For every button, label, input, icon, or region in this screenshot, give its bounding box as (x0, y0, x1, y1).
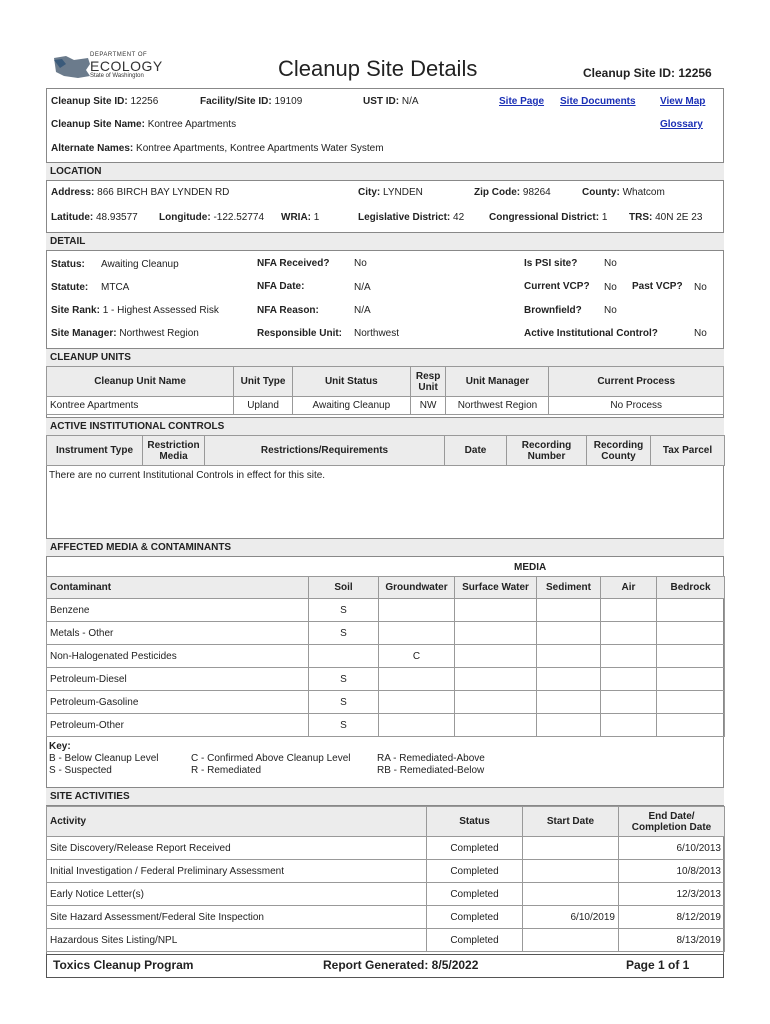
key-title: Key: (49, 741, 71, 752)
activity-cell: Completed (427, 837, 523, 860)
address-value: 866 BIRCH BAY LYNDEN RD (97, 187, 230, 198)
status-value: Awaiting Cleanup (101, 259, 179, 270)
media-cell (455, 599, 537, 622)
key-item: R - Remediated (191, 765, 262, 776)
controls-table (46, 435, 725, 466)
media-cell (537, 622, 601, 645)
city-label: City: (358, 187, 381, 198)
header-site-id: Cleanup Site ID: 12256 (583, 66, 712, 80)
media-cell: S (309, 668, 379, 691)
responsible-unit-label: Responsible Unit: (257, 328, 343, 339)
no-controls-note: There are no current Institutional Controls in effect for this site. (49, 470, 326, 481)
activities-table (46, 806, 725, 952)
table-row (47, 860, 725, 883)
activities-heading: SITE ACTIVITIES (46, 787, 724, 806)
activity-cell: Completed (427, 929, 523, 952)
view-map-link[interactable]: View Map (660, 96, 706, 107)
activity-cell: 8/13/2019 (619, 929, 725, 952)
media-cell (455, 668, 537, 691)
past-vcp-value: No (694, 282, 707, 293)
cu-header: Unit Type (234, 367, 293, 397)
media-cell (537, 645, 601, 668)
agency-line-1: DEPARTMENT OF (90, 52, 148, 58)
media-cell (455, 645, 537, 668)
table-row (47, 691, 725, 714)
activity-cell: 6/10/2019 (523, 906, 619, 929)
media-cell (455, 714, 537, 737)
activity-name: Early Notice Letter(s) (47, 883, 427, 906)
congressional-label: Congressional District: (489, 212, 600, 223)
media-table (46, 576, 725, 737)
alt-names-value: Kontree Apartments, Kontree Apartments Water System (136, 143, 384, 154)
activity-cell: 12/3/2013 (619, 883, 725, 906)
zip-value: 98264 (522, 187, 551, 198)
ust-value: N/A (401, 96, 419, 107)
activity-header: Status (427, 807, 523, 837)
trs-label: TRS: (629, 212, 653, 223)
site-manager-value: Northwest Region (119, 328, 199, 339)
media-header: Groundwater (379, 577, 455, 599)
activity-header: Start Date (523, 807, 619, 837)
activity-name: Site Discovery/Release Report Received (47, 837, 427, 860)
past-vcp-label: Past VCP? (632, 281, 683, 292)
cu-cell: Kontree Apartments (47, 397, 234, 415)
key-item: RA - Remediated-Above (377, 753, 485, 764)
trs-value: 40N 2E 23 (655, 212, 703, 223)
city-value: LYNDEN (383, 187, 423, 198)
key-item: C - Confirmed Above Cleanup Level (191, 753, 351, 764)
statute-label: Statute: (51, 282, 89, 293)
cu-header: Unit Status (292, 367, 410, 397)
brownfield-label: Brownfield? (524, 305, 582, 316)
ic-header: Restriction Media (143, 436, 205, 466)
media-cell (601, 691, 657, 714)
footer-program: Toxics Cleanup Program (53, 958, 194, 972)
activity-cell: 10/8/2013 (619, 860, 725, 883)
media-cell (537, 668, 601, 691)
contaminant-name: Petroleum-Other (47, 714, 309, 737)
footer-generated: Report Generated: 8/5/2022 (323, 958, 479, 972)
facility-value: 19109 (274, 96, 303, 107)
latitude-label: Latitude: (51, 212, 94, 223)
table-row (47, 883, 725, 906)
table-row (47, 622, 725, 645)
activity-name: Hazardous Sites Listing/NPL (47, 929, 427, 952)
cu-header: Resp Unit (410, 367, 446, 397)
media-cell (601, 668, 657, 691)
media-cell (601, 622, 657, 645)
media-cell: S (309, 691, 379, 714)
activity-cell: 6/10/2013 (619, 837, 725, 860)
facility-label: Facility/Site ID: (200, 96, 272, 107)
nfa-received-value: No (354, 258, 367, 269)
key-item: RB - Remediated-Below (377, 765, 485, 776)
table-row (47, 668, 725, 691)
contaminant-name: Petroleum-Diesel (47, 668, 309, 691)
activity-cell: 8/12/2019 (619, 906, 725, 929)
latitude-value: 48.93577 (96, 212, 138, 223)
media-header: Bedrock (657, 577, 725, 599)
media-cell (309, 645, 379, 668)
location-heading: LOCATION (46, 162, 724, 181)
nfa-date-value: N/A (354, 282, 371, 293)
media-cell: S (309, 622, 379, 645)
wria-label: WRIA: (281, 212, 311, 223)
table-row (47, 906, 725, 929)
controls-heading: ACTIVE INSTITUTIONAL CONTROLS (46, 417, 724, 436)
site-id-value: 12256 (130, 96, 159, 107)
media-cell: C (379, 645, 455, 668)
media-cell (657, 599, 725, 622)
address-label: Address: (51, 187, 95, 198)
glossary-link[interactable]: Glossary (660, 119, 703, 130)
activity-cell (523, 837, 619, 860)
media-cell (657, 645, 725, 668)
media-cell (379, 622, 455, 645)
cu-cell: Awaiting Cleanup (292, 397, 410, 415)
media-cell (379, 691, 455, 714)
media-group-label: MEDIA (514, 562, 547, 573)
table-row (47, 929, 725, 952)
ic-header: Recording Number (507, 436, 587, 466)
site-page-link[interactable]: Site Page (499, 96, 545, 107)
media-cell (537, 599, 601, 622)
media-header: Soil (309, 577, 379, 599)
activity-cell (523, 883, 619, 906)
media-cell (455, 691, 537, 714)
media-cell (601, 714, 657, 737)
agency-line-3: State of Washington (90, 73, 144, 79)
table-row (47, 599, 725, 622)
washington-state-icon (52, 54, 94, 82)
cleanup-units-heading: CLEANUP UNITS (46, 348, 724, 367)
wria-value: 1 (313, 212, 320, 223)
ic-header: Instrument Type (47, 436, 143, 466)
institutional-control-label: Active Institutional Control? (524, 328, 658, 339)
media-cell (601, 645, 657, 668)
cu-cell: Upland (234, 397, 293, 415)
ic-header: Recording County (587, 436, 651, 466)
site-rank-value: 1 - Highest Assessed Risk (102, 305, 219, 316)
page-title: Cleanup Site Details (278, 56, 478, 81)
cu-cell: NW (410, 397, 446, 415)
media-heading: AFFECTED MEDIA & CONTAMINANTS (46, 538, 724, 557)
psi-label: Is PSI site? (524, 258, 578, 269)
cu-cell: Northwest Region (446, 397, 549, 415)
contaminant-name: Petroleum-Gasoline (47, 691, 309, 714)
current-vcp-value: No (604, 282, 617, 293)
media-cell (379, 599, 455, 622)
site-manager-label: Site Manager: (51, 328, 117, 339)
activity-cell: Completed (427, 906, 523, 929)
institutional-control-value: No (694, 328, 707, 339)
table-row (47, 645, 725, 668)
psi-value: No (604, 258, 617, 269)
key-item: B - Below Cleanup Level (49, 753, 159, 764)
media-header: Sediment (537, 577, 601, 599)
zip-label: Zip Code: (474, 187, 521, 198)
media-cell (537, 691, 601, 714)
longitude-label: Longitude: (159, 212, 211, 223)
media-header: Air (601, 577, 657, 599)
activity-cell (523, 860, 619, 883)
status-label: Status: (51, 259, 85, 270)
cu-header: Current Process (549, 367, 724, 397)
media-header: Contaminant (47, 577, 309, 599)
media-cell (657, 714, 725, 737)
site-id-label: Cleanup Site ID: (51, 96, 128, 107)
media-cell (657, 668, 725, 691)
activity-cell (523, 929, 619, 952)
nfa-date-label: NFA Date: (257, 281, 305, 292)
media-cell: S (309, 599, 379, 622)
alt-names-label: Alternate Names: (51, 143, 134, 154)
activity-header: Activity (47, 807, 427, 837)
site-documents-link[interactable]: Site Documents (560, 96, 636, 107)
nfa-reason-value: N/A (354, 305, 371, 316)
media-cell (657, 622, 725, 645)
cu-header: Unit Manager (446, 367, 549, 397)
site-rank-label: Site Rank: (51, 305, 100, 316)
agency-line-2: ECOLOGY (90, 58, 163, 74)
activity-cell: Completed (427, 883, 523, 906)
media-cell (379, 714, 455, 737)
site-name-label: Cleanup Site Name: (51, 119, 145, 130)
statute-value: MTCA (101, 282, 130, 293)
legislative-value: 42 (453, 212, 465, 223)
activity-cell: Completed (427, 860, 523, 883)
activity-header: End Date/ Completion Date (619, 807, 725, 837)
media-cell (537, 714, 601, 737)
brownfield-value: No (604, 305, 617, 316)
media-cell (455, 622, 537, 645)
congressional-value: 1 (601, 212, 608, 223)
nfa-received-label: NFA Received? (257, 258, 330, 269)
table-row (47, 397, 724, 415)
media-cell (601, 599, 657, 622)
legislative-label: Legislative District: (358, 212, 451, 223)
top-rule (46, 88, 724, 89)
activity-name: Initial Investigation / Federal Preliminary Assessment (47, 860, 427, 883)
activity-name: Site Hazard Assessment/Federal Site Inspection (47, 906, 427, 929)
cleanup-units-table (46, 366, 724, 415)
longitude-value: -122.52774 (213, 212, 265, 223)
media-cell: S (309, 714, 379, 737)
ust-label: UST ID: (363, 96, 400, 107)
media-header: Surface Water (455, 577, 537, 599)
contaminant-name: Benzene (47, 599, 309, 622)
responsible-unit-value: Northwest (354, 328, 400, 339)
county-label: County: (582, 187, 620, 198)
ic-header: Restrictions/Requirements (205, 436, 445, 466)
cu-header: Cleanup Unit Name (47, 367, 234, 397)
contaminant-name: Non-Halogenated Pesticides (47, 645, 309, 668)
nfa-reason-label: NFA Reason: (257, 305, 319, 316)
site-name-value: Kontree Apartments (147, 119, 237, 130)
cu-cell: No Process (549, 397, 724, 415)
media-cell (657, 691, 725, 714)
county-value: Whatcom (622, 187, 665, 198)
ic-header: Tax Parcel (651, 436, 725, 466)
media-cell (379, 668, 455, 691)
footer-page: Page 1 of 1 (626, 958, 690, 972)
contaminant-name: Metals - Other (47, 622, 309, 645)
detail-heading: DETAIL (46, 232, 724, 251)
ic-header: Date (445, 436, 507, 466)
table-row (47, 714, 725, 737)
key-item: S - Suspected (49, 765, 112, 776)
current-vcp-label: Current VCP? (524, 281, 590, 292)
table-row (47, 837, 725, 860)
